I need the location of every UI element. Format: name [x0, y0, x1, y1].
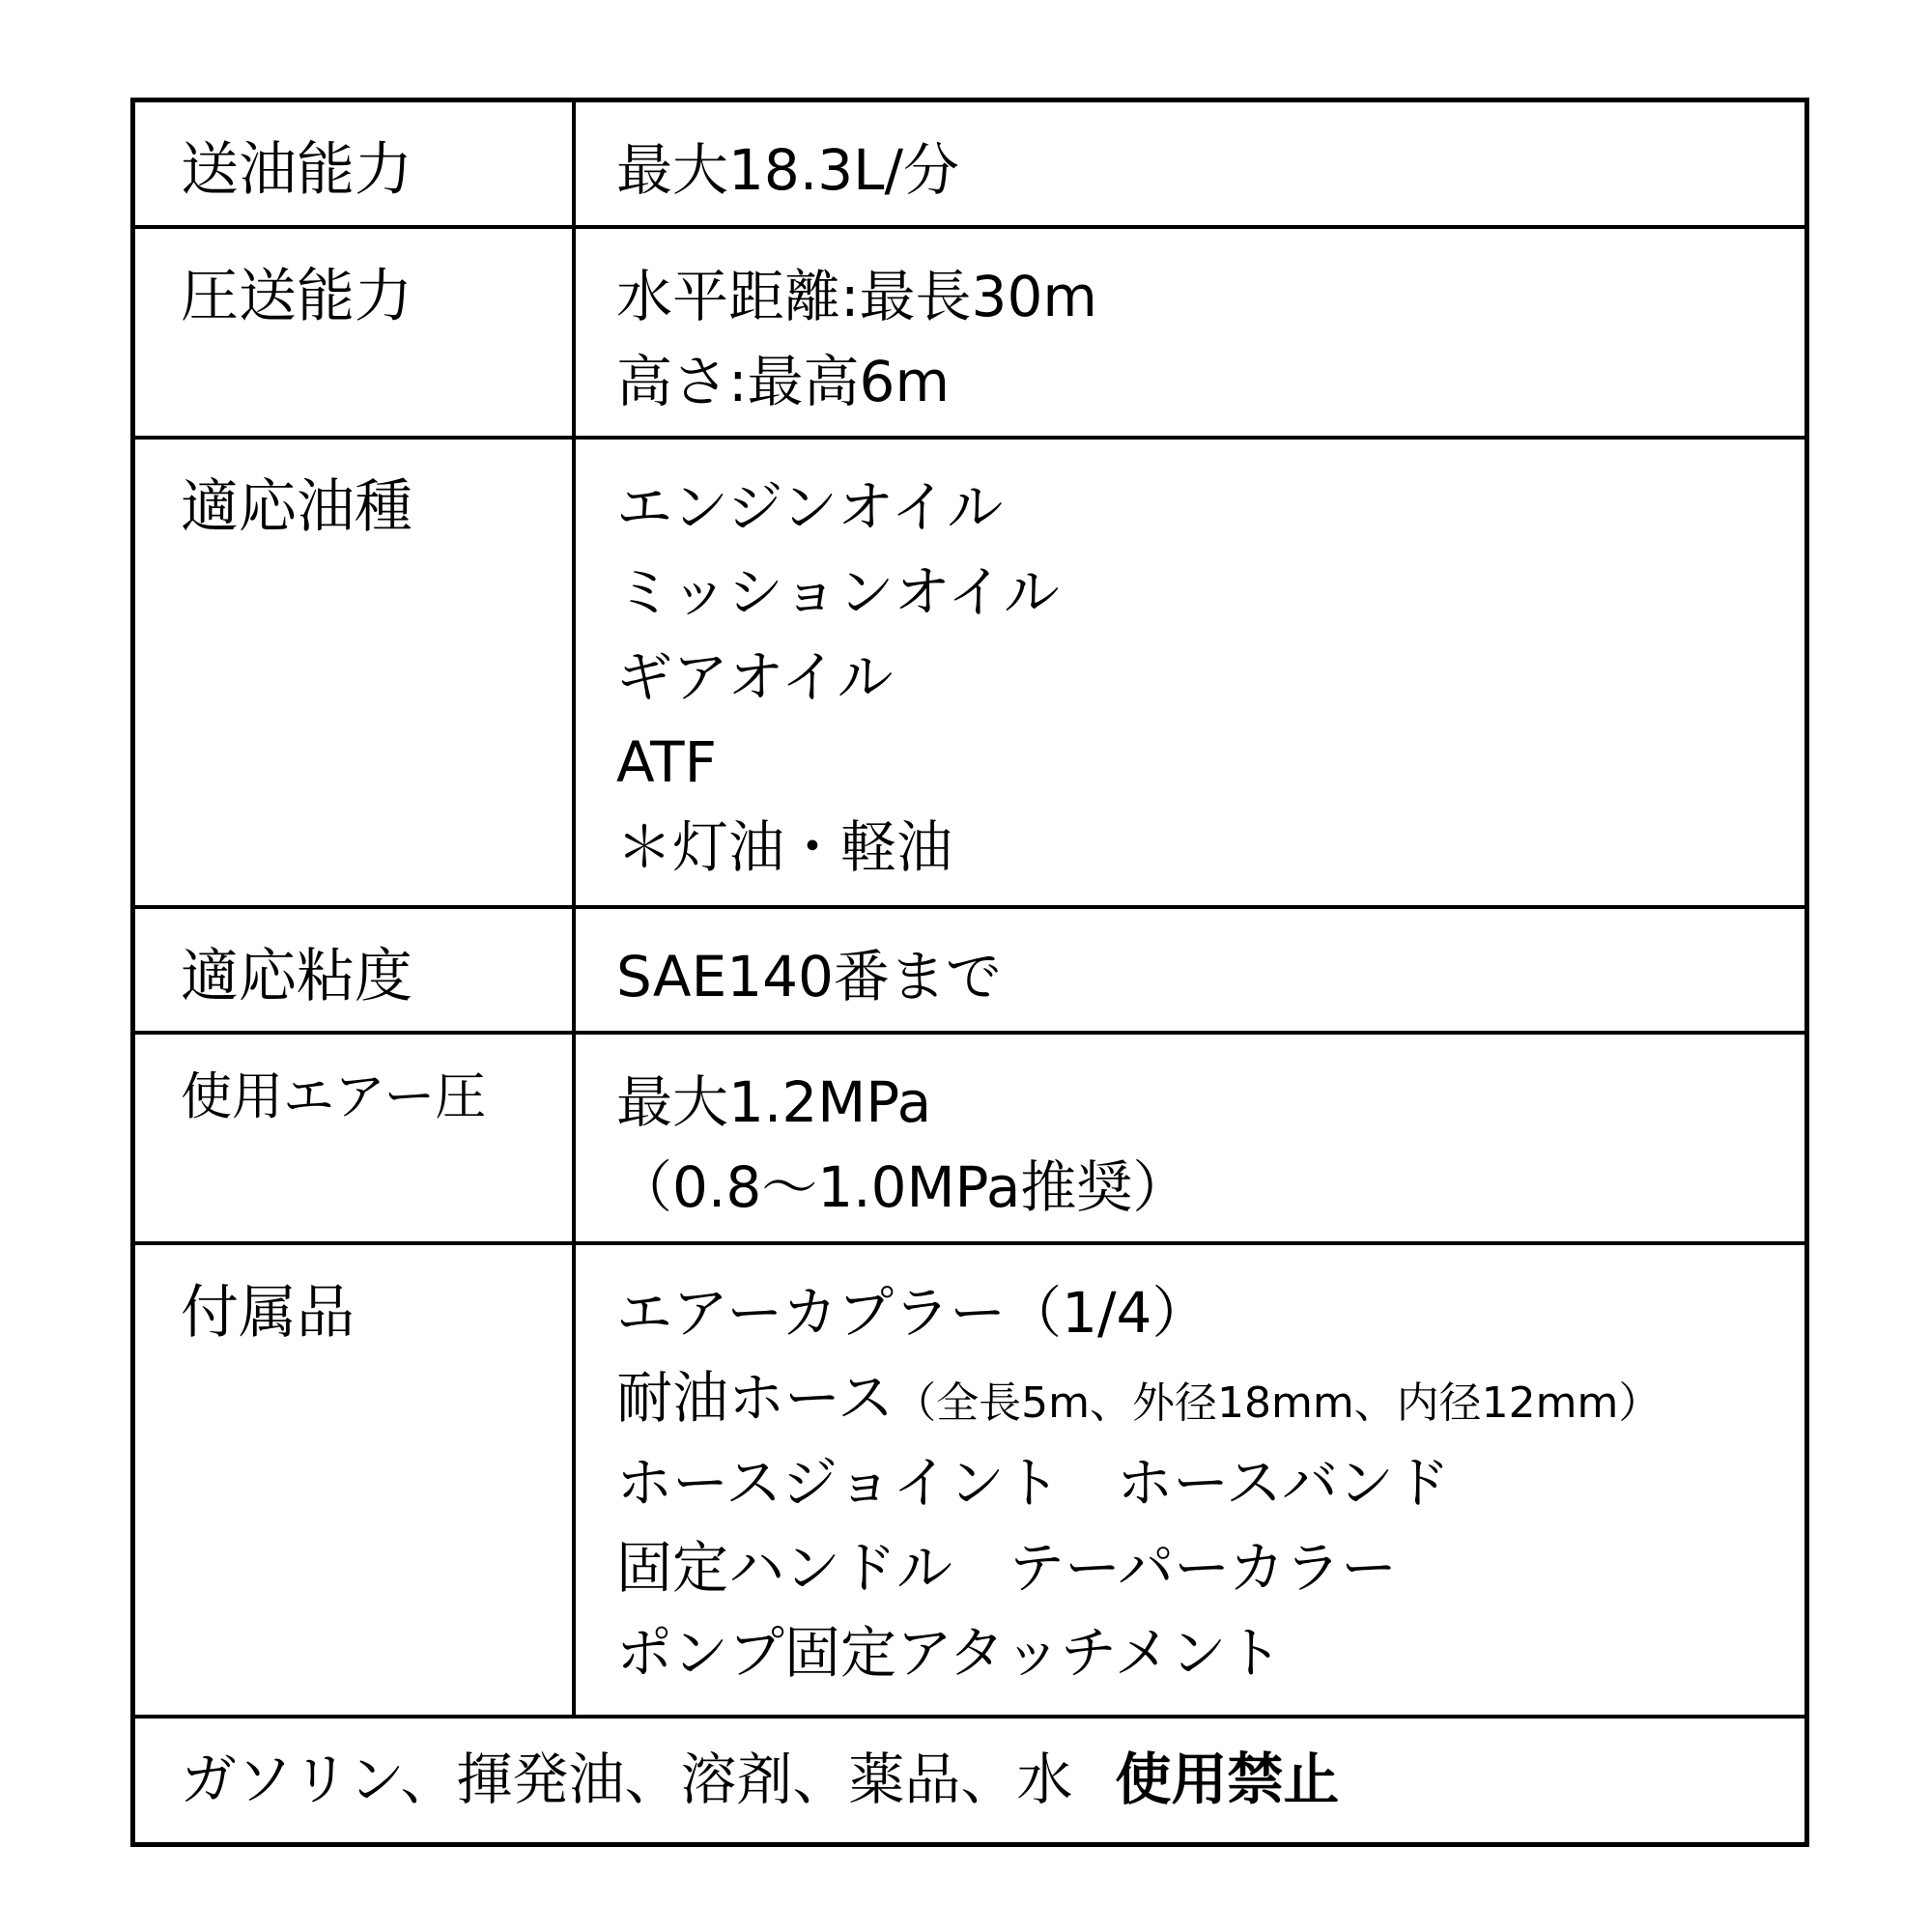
row-label: 送油能力: [135, 102, 576, 225]
prohibited-use-notice: [135, 1719, 1804, 1842]
value-line: ポンプ固定アタッチメント: [616, 1620, 1283, 1686]
row-value: [576, 1021, 1804, 1241]
row-label: 圧送能力: [135, 229, 576, 436]
prohibited-warning: 使用禁止: [1115, 1747, 1340, 1812]
value-line: （0.8～1.0MPa推奨）: [616, 1154, 1189, 1220]
row-label: 付属品: [135, 1245, 576, 1715]
value-line: 水平距離:最長30m: [616, 264, 1097, 329]
row-value: [576, 89, 1804, 225]
hose-label: 耐油ホース: [616, 1365, 895, 1431]
value-line: 最大1.2MPa: [616, 1069, 932, 1135]
value-line: 最大18.3L/分: [616, 137, 959, 203]
hose-spec-note: （全長5m、外径18mm、内径12mm）: [894, 1378, 1662, 1428]
value-line: ATF: [616, 729, 717, 795]
spec-row-air-pressure: [135, 1035, 1804, 1245]
value-line: ギアオイル: [616, 644, 894, 710]
row-value: [576, 1232, 1804, 1715]
value-line: エンジンオイル: [616, 474, 1004, 540]
row-label: 使用エアー圧: [135, 1035, 576, 1241]
spec-table: [130, 98, 1809, 1847]
value-line: SAE140番まで: [616, 944, 1002, 1009]
spec-row-delivery-capacity: [135, 102, 1804, 229]
spec-row-viscosity: [135, 909, 1804, 1035]
value-line: 固定ハンドル テーパーカラー: [616, 1535, 1397, 1601]
spec-row-pressure-capacity: [135, 229, 1804, 440]
value-line: ミッションオイル: [616, 559, 1060, 625]
value-line: ＊灯油・軽油: [616, 814, 953, 880]
value-line: エアーカプラー（1/4）: [616, 1280, 1208, 1346]
value-line: ホースジョイント ホースバンド: [616, 1450, 1451, 1516]
row-label: 適応粘度: [135, 909, 576, 1031]
row-value: [576, 895, 1804, 1031]
row-value: [576, 215, 1804, 436]
row-value: [576, 426, 1804, 905]
value-line: 高さ:最高6m: [616, 349, 950, 414]
spec-row-accessories: [135, 1245, 1804, 1719]
row-label: 適応油種: [135, 440, 576, 905]
spec-row-compatible-oils: [135, 440, 1804, 909]
prohibited-substances: ガソリン、揮発油、溶剤、薬品、水: [181, 1747, 1073, 1812]
value-line: [616, 1355, 1804, 1440]
